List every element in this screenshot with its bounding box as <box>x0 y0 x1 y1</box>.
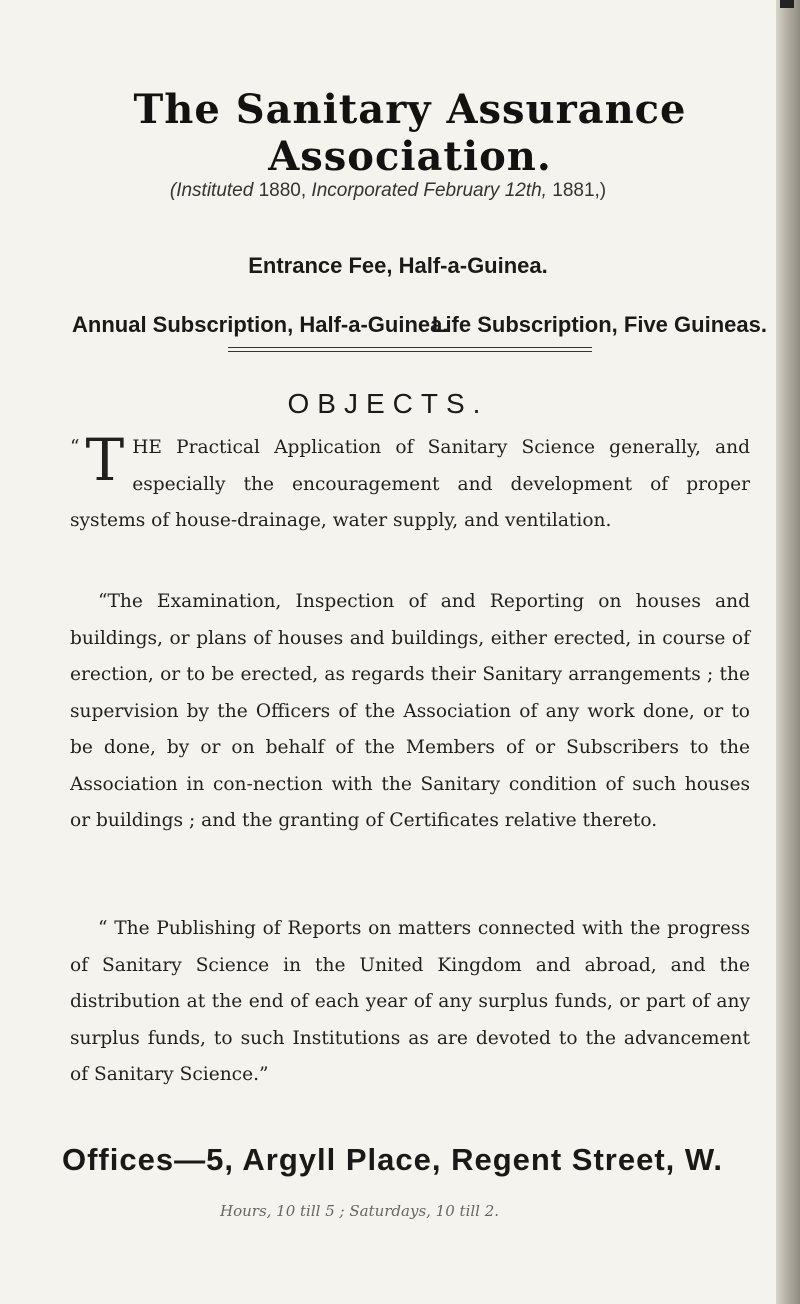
divider-rule-bottom <box>228 351 592 352</box>
incorporation-note <box>0 180 776 202</box>
instituted-year: 1880, <box>258 180 307 201</box>
paragraph-2-text: “The Examination, Inspection of and Reporting on houses and buildings, or plans of houses and buildings, either erected, in course of erection, or to be erected, as regards their Sanitary arrangements ; the supervision by the Officers of the Association of any work done, or to be done, by or on behalf of the Members of or Subscribers to the Association in con-nection with the Sanitary condition of such houses or buildings ; and the granting of Certificates relative thereto. <box>70 591 750 831</box>
incorporated-label: Incorporated February <box>311 180 500 201</box>
divider-rule-top <box>228 347 592 348</box>
paragraph-1-text: HE Practical Application of Sanitary Science generally, and especially the encouragement and development of proper systems of house-drainage, water supply, and ventilation. <box>70 437 750 531</box>
drop-cap: T <box>85 426 125 494</box>
page-edge <box>776 0 800 1304</box>
paragraph-3-text: “ The Publishing of Reports on matters connected with the progress of Sanitary Science in the United Kingdom and abroad, and the distribution at the end of each year of any surplus funds, or part of any surplus funds, to such Institutions as are devoted to the advancement of Sanitary Science.” <box>70 918 750 1085</box>
association-title: The Sanitary Assurance Association. <box>133 86 687 180</box>
corner-mark <box>780 0 794 8</box>
annual-subscription: Annual Subscription, Half-a-Guinea. <box>72 312 449 337</box>
incorporated-day: 12th, <box>504 180 547 201</box>
objects-heading: OBJECTS. <box>287 388 489 419</box>
object-paragraph-2 <box>70 584 750 840</box>
object-paragraph-1 <box>70 426 750 540</box>
entrance-fee: Entrance Fee, Half-a-Guinea. <box>248 253 548 278</box>
life-subscription: Life Subscription, Five Guineas. <box>432 312 767 337</box>
office-hours: Hours, 10 till 5 ; Saturdays, 10 till 2. <box>220 1202 500 1220</box>
incorporated-year: 1881,) <box>552 180 607 201</box>
instituted-prefix: (Instituted <box>169 180 254 201</box>
object-paragraph-3 <box>70 911 750 1094</box>
opening-quote: “ <box>70 437 80 458</box>
offices-address: Offices—5, Argyll Place, Regent Street, W. <box>62 1142 724 1177</box>
